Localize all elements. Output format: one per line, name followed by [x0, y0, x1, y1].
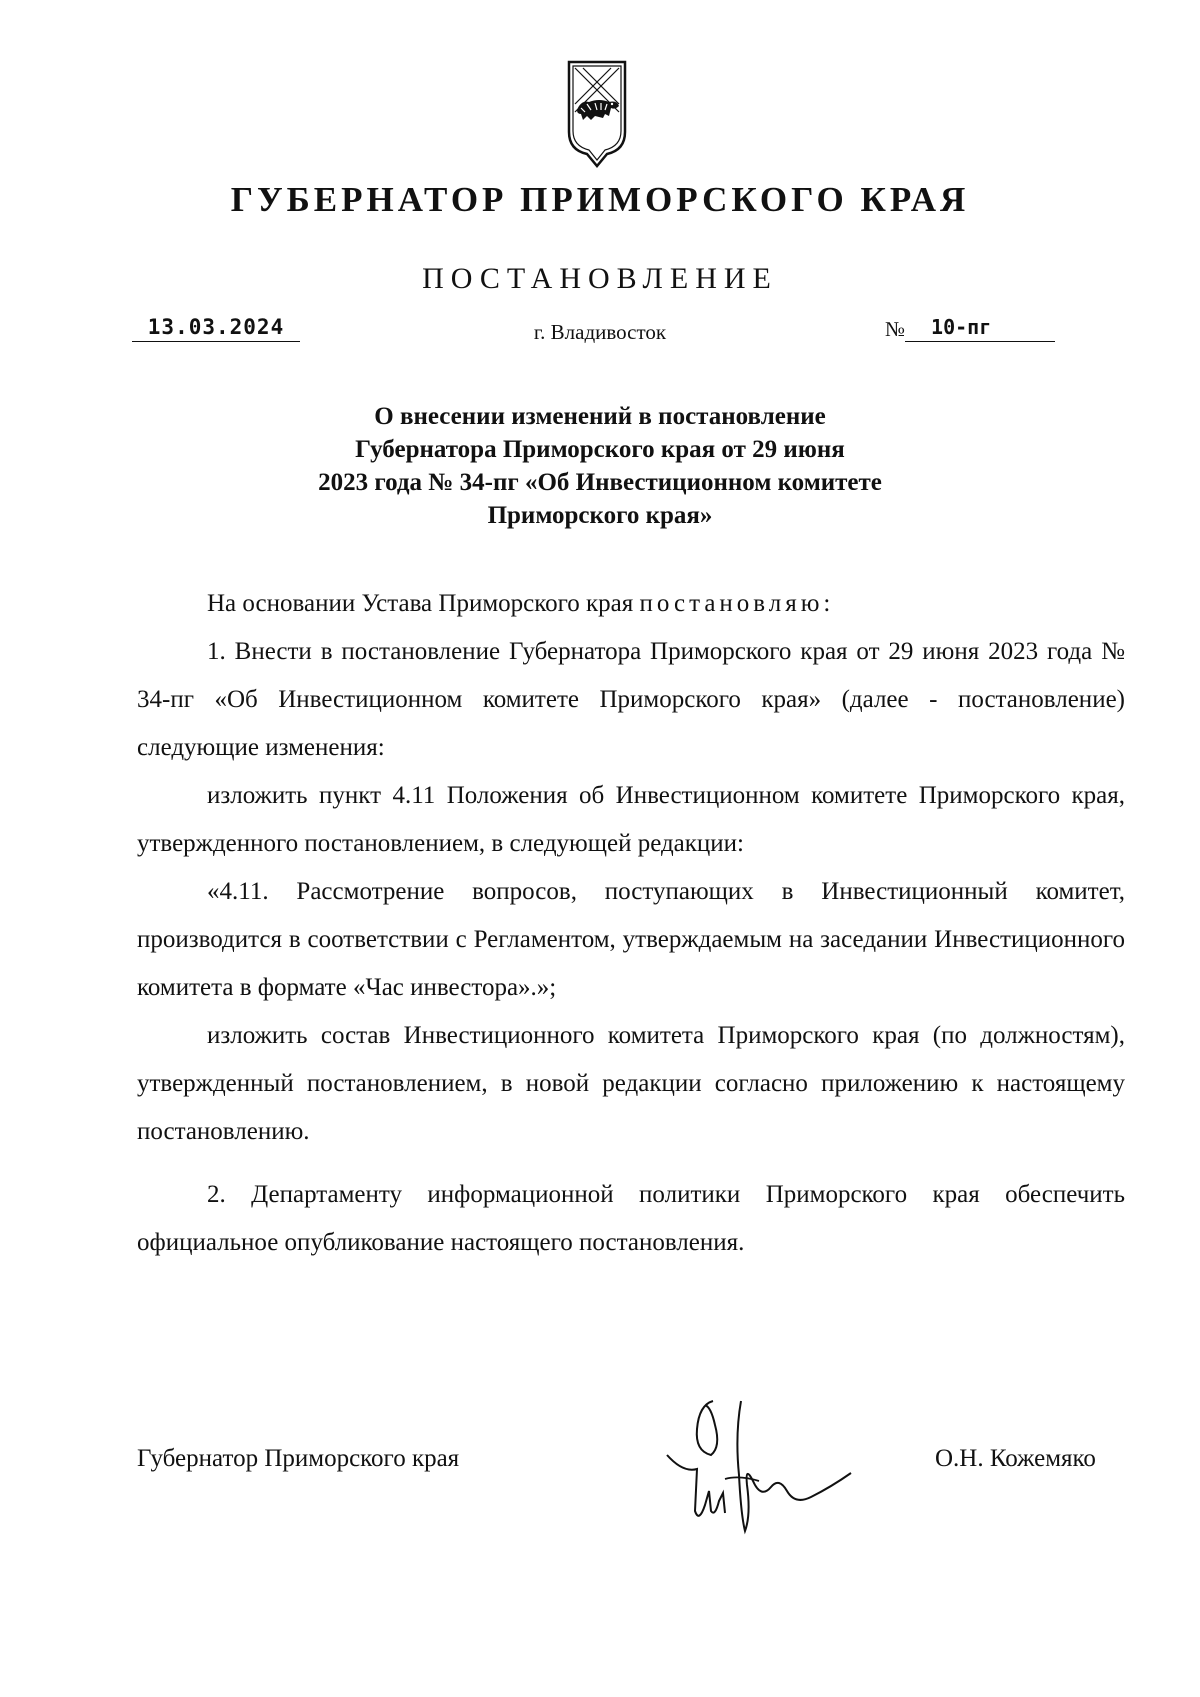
document-body	[137, 580, 1125, 1267]
paragraph-5: 2. Департаменту информационной политики Приморского края обеспечить официальное опубликование настоящего постановления.	[137, 1181, 1125, 1256]
resolve-word: постановляю:	[639, 590, 835, 617]
signatory-post: Губернатор Приморского края	[137, 1445, 460, 1472]
intro-text: На основании Устава Приморского края	[207, 590, 640, 617]
document-title	[200, 400, 1000, 532]
title-line: Губернатора Приморского края от 29 июня	[355, 436, 845, 463]
number-sign: №	[885, 317, 906, 341]
paragraph-2: изложить пункт 4.11 Положения об Инвестиционном комитете Приморского края, утвержденного постановлением, в следующей редакции:	[137, 782, 1125, 857]
document-number: 10-пг	[905, 315, 1055, 342]
coat-of-arms-icon	[565, 58, 629, 170]
issuing-authority: ГУБЕРНАТОР ПРИМОРСКОГО КРАЯ	[230, 180, 970, 219]
paragraph-3: «4.11. Рассмотрение вопросов, поступающих в Инвестиционный комитет, производится в соответствии с Регламентом, утверждаемым на заседании Инвестиционного комитета в формате «Час инвестора».»;	[137, 878, 1125, 1001]
intro-paragraph	[137, 580, 1125, 628]
document-type: ПОСТАНОВЛЕНИЕ	[422, 262, 778, 295]
title-line: 2023 года № 34-пг «Об Инвестиционном комитете	[318, 469, 882, 496]
paragraph-4: изложить состав Инвестиционного комитета Приморского края (по должностям), утвержденный постановлением, в новой редакции согласно приложению к настоящему постановлению.	[137, 1022, 1125, 1145]
handwritten-signature-icon	[655, 1395, 885, 1535]
signature-block	[0, 1395, 1200, 1535]
document-city: г. Владивосток	[533, 320, 667, 344]
title-line: О внесении изменений в постановление	[374, 403, 826, 430]
signatory-name: О.Н. Кожемяко	[935, 1445, 1096, 1472]
document-number-field	[885, 315, 1071, 342]
paragraph-1: 1. Внести в постановление Губернатора Приморского края от 29 июня 2023 года № 34-пг «Об Инвестиционном комитете Приморского края» (далее - постановление) следующие изменения:	[137, 638, 1125, 761]
document-meta	[0, 315, 1200, 355]
document-date: 13.03.2024	[132, 315, 300, 342]
title-line: Приморского края»	[487, 502, 713, 529]
